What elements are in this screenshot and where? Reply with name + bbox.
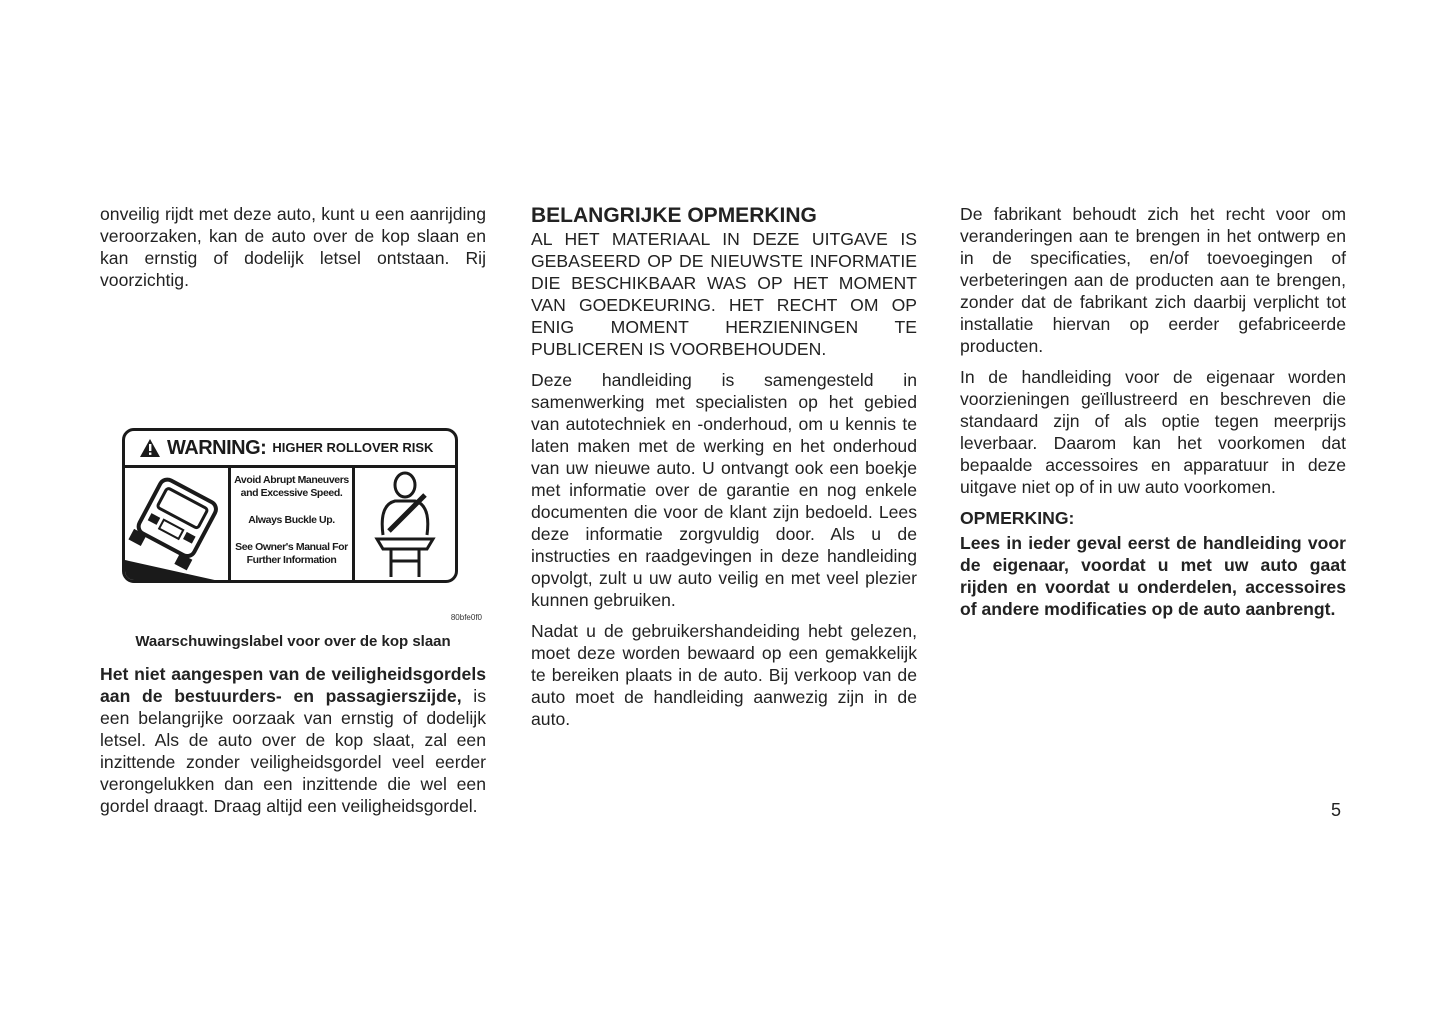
note-text: Lees in ieder geval eerst de handleiding voor de eigenaar, voordat u met uw auto gaat rijden en voordat u onderdelen, accessoires of andere modificaties op de auto aanbrengt.: [960, 533, 1346, 619]
column-left: [100, 203, 486, 826]
caps-notice: AL HET MATERIAAL IN DEZE UITGAVE IS GEBASEERD OP DE NIEUWSTE INFORMATIE DIE BESCHIKBAAR WAS OP HET MOMENT VAN GOEDKEURING. HET RECHT OM OP ENIG MOMENT HERZIENINGEN TE PUBLICEREN IS VOORBEHOUDEN.: [531, 229, 917, 359]
warning-label-header: [125, 431, 455, 468]
warning-line-maneuvers: Avoid Abrupt Maneuvers and Excessive Speed.: [234, 474, 349, 499]
label-image-code: 80bfe0f0: [450, 613, 482, 622]
manual-intro-paragraph: Deze handleiding is samengesteld in samenwerking met specialisten op het gebied van autotechniek en -onderhoud, om u kennis te laten maken met de werking en het onderhoud van uw nieuwe auto. U ontvangt ook een boekje met informatie over de garantie en nog enkele documenten die voor de klant zijn bedoeld. Lees deze informatie zorgvuldig door. Als u de instructies en raadgevingen in deze handleiding opvolgt, zult u uw auto veilig en met veel plezier kunnen gebruiken.: [531, 370, 917, 610]
warning-line-manual: See Owner's Manual For Further Information: [235, 541, 348, 566]
warning-word: WARNING:: [167, 437, 267, 459]
seatbelt-lead: Het niet aangespen van de veiligheidsgordels aan de bestuurders- en passagierszijde,: [100, 664, 486, 706]
column-right: [960, 203, 1346, 629]
seatbelt-person-icon: [355, 465, 455, 583]
warning-label: [122, 428, 458, 583]
warning-triangle-icon: [139, 438, 161, 458]
column-middle: [531, 203, 917, 739]
warning-label-text: [228, 465, 355, 583]
note-label: OPMERKING:: [960, 508, 1075, 528]
figure-caption: Waarschuwingslabel voor over de kop slaan: [135, 633, 451, 650]
equipment-paragraph: In de handleiding voor de eigenaar worden voorzieningen geïllustreerd en beschreven die standaard zijn of als optie tegen meerprijs leverbaar. Daarom kan het voorkomen dat bepaalde accessoires en apparatuur in deze uitgave niet op of in uw auto voorkomen.: [960, 367, 1346, 497]
page-number: 5: [1331, 800, 1342, 820]
rollover-car-icon: [125, 465, 228, 583]
warning-title: HIGHER ROLLOVER RISK: [272, 440, 434, 455]
manufacturer-rights-paragraph: De fabrikant behoudt zich het recht voor om veranderingen aan te brengen in het ontwerp en in de specificaties, en/of toevoegingen of verbeteringen aan de producten aan te brengen, zonder dat de fabrikant zich daarbij verplicht tot installatie hiervan op eerder gefabriceerde producten.: [960, 204, 1346, 356]
storage-paragraph: Nadat u de gebruikershandeiding hebt gelezen, moet deze worden bewaard op een gemakkelijk te bereiken plaats in de auto. Bij verkoop van de auto moet de handleiding aanwezig zijn in de auto.: [531, 621, 917, 729]
seatbelt-body: is een belangrijke oorzaak van ernstig of dodelijk letsel. Als de auto over de kop slaat, zal een inzittende zonder veiligheidsgordel veel eerder verongelukken dan een inzittende die wel een gordel draagt. Draag altijd een veiligheidsgordel.: [100, 686, 487, 816]
intro-paragraph: onveilig rijdt met deze auto, kunt u een aanrijding veroorzaken, kan de auto over de kop slaan en kan ernstig of dodelijk letsel ontstaan. Rij voorzichtig.: [100, 204, 486, 290]
warning-line-buckle: Always Buckle Up.: [248, 514, 335, 526]
seatbelt-paragraph: [100, 663, 486, 817]
rollover-warning-figure: [100, 300, 486, 650]
section-heading: BELANGRIJKE OPMERKING: [531, 204, 817, 227]
